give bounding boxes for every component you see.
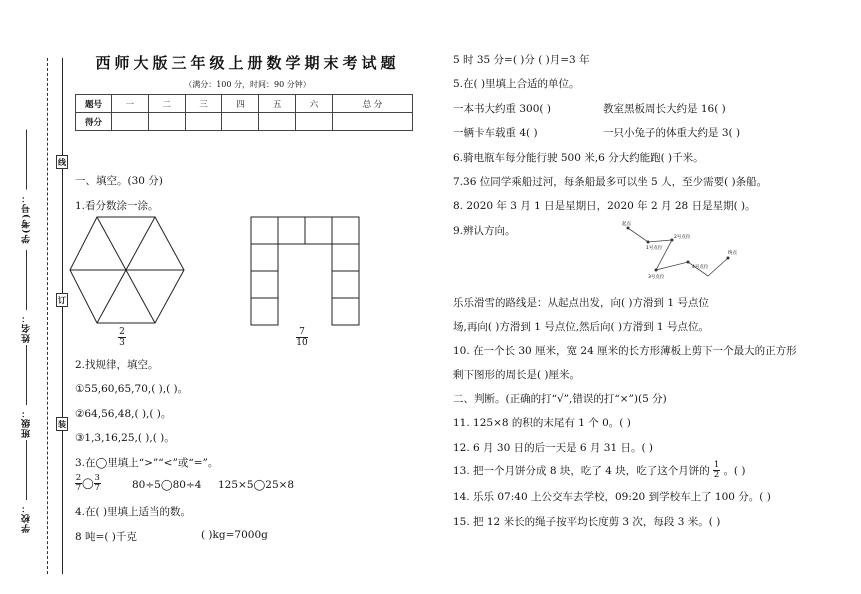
q3c-comparison[interactable]: 125×5◯25×8 [218, 479, 295, 491]
q2-text: 2.找规律，填空。 [75, 359, 159, 371]
score-table-score-row: 得分 [76, 113, 413, 131]
fraction-one-half: $\frac{1}{2}$ [713, 460, 720, 480]
r1-text: 5 时 35 分=( )分 ( )月=3 年 [453, 54, 590, 66]
q13-text: 13. 把一个月饼分成 8 块，吃了 4 块，吃了这个月饼的 $\frac{1}{2}$ 。( ) [453, 460, 746, 480]
q5b-text: 教室黑板周长大约是 16( ) [603, 103, 726, 115]
q11-text: 11. 125×8 的积的末尾有 1 个 0。( ) [453, 417, 631, 429]
student-id-field: 学(考)号： [20, 130, 33, 244]
q3b-comparison[interactable]: 80÷5◯80÷4 [132, 479, 202, 491]
q9-text: 9.辨认方向。 [453, 225, 516, 237]
page-title: 西师大版三年级上册数学期末考试题 [95, 54, 400, 72]
q3a-comparison: $\frac{2}{7}$ ◯ $\frac{3}{7}$ [75, 473, 100, 493]
mark-seal: 装 [56, 417, 68, 431]
hexagon-figure[interactable] [68, 214, 188, 326]
q2b-text: ②64,56,48,( ),( )。 [75, 408, 172, 420]
q4-text: 4.在( )里填上适当的数。 [75, 506, 192, 518]
fraction-seven-tenths: 7 10 [296, 327, 308, 348]
q1-text: 1.看分数涂一涂。 [75, 200, 159, 212]
q5c-text: 一辆卡车载重 4( ) [453, 127, 538, 139]
q5d-text: 一只小兔子的体重大约是 3( ) [603, 127, 741, 139]
q7-text: 7.36 位同学乘船过河，每条船最多可以坐 5 人，至少需要( )条船。 [453, 176, 768, 188]
class-field: 班级： [20, 345, 33, 438]
score-cell[interactable] [185, 113, 222, 131]
map-label-end: 终点 [728, 251, 737, 256]
q12-text: 12. 6 月 30 日的后一天是 6 月 31 日。( ) [453, 442, 654, 454]
score-table [75, 94, 413, 131]
cut-line [47, 58, 48, 574]
binding-margin [0, 0, 72, 594]
q14-text: 14. 乐乐 07:40 上公交车去学校，09:20 到学校车上了 100 分。( ) [453, 491, 771, 503]
score-cell[interactable] [259, 113, 296, 131]
q15-text: 15. 把 12 米长的绳子按平均长度剪 3 次，每段 3 米。( ) [453, 516, 721, 528]
section2-heading: 二、判断。(正确的打“√”,错误的打“×”)(5 分) [453, 393, 667, 405]
q9b-text: 场,再向( )方滑到 1 号点位,然后向( )方滑到 1 号点位。 [453, 321, 709, 333]
q2c-text: ③1,3,16,25,( ),( )。 [75, 432, 175, 444]
page-subtitle: （满分：100 分，时间：90 分钟） [184, 80, 311, 89]
score-cell[interactable] [296, 113, 333, 131]
direction-map [620, 218, 748, 282]
q5a-text: 一本书大约重 300( ) [453, 103, 551, 115]
binding-line [62, 58, 63, 574]
grid-figure[interactable] [250, 216, 362, 328]
q4a-text: 8 吨=( )千克 [75, 531, 137, 543]
q3-text: 3.在◯里填上“>”“<”或“=”。 [75, 457, 219, 469]
mark-line: 线 [56, 155, 68, 169]
map-label-start: 起点 [622, 222, 631, 227]
compare-circle[interactable]: ◯ [82, 477, 94, 490]
score-table-header-row: 题号 一 二 三 四 五 六 总 分 [76, 95, 413, 113]
q5-text: 5.在( )里填上合适的单位。 [453, 78, 580, 90]
map-label-point3: 3号点位 [648, 275, 665, 280]
q10b-text: 剩下图形的周长是( )厘米。 [453, 369, 581, 381]
score-cell[interactable] [332, 113, 412, 131]
section1-heading: 一、填空。(30 分) [75, 175, 163, 187]
map-label-point1: 1号点位 [646, 246, 663, 251]
q8-text: 8. 2020 年 3 月 1 日是星期日，2020 年 2 月 28 日是星期( )。 [453, 200, 756, 212]
map-label-point4: 4号点位 [692, 265, 709, 270]
q2a-text: ①55,60,65,70,( ),( )。 [75, 383, 189, 395]
mark-bind: 订 [56, 293, 68, 307]
score-cell[interactable] [148, 113, 185, 131]
school-field: 学校： [20, 440, 33, 533]
q6-text: 6.骑电瓶车每分能行驶 500 米,6 分大约能跑( )千米。 [453, 152, 704, 164]
score-cell[interactable] [112, 113, 149, 131]
score-cell[interactable] [222, 113, 259, 131]
q9a-text: 乐乐滑雪的路线是：从起点出发，向( )方滑到 1 号点位 [453, 297, 709, 309]
name-field: 姓名： [20, 250, 33, 343]
q10a-text: 10. 在一个长 30 厘米，宽 24 厘米的长方形薄板上剪下一个最大的正方形 [453, 345, 797, 357]
fraction-two-thirds: 2 3 [119, 327, 125, 348]
left-column [75, 52, 420, 131]
map-label-point2: 2号点位 [674, 235, 691, 240]
q4b-text: ( )kg=7000g [201, 529, 268, 541]
